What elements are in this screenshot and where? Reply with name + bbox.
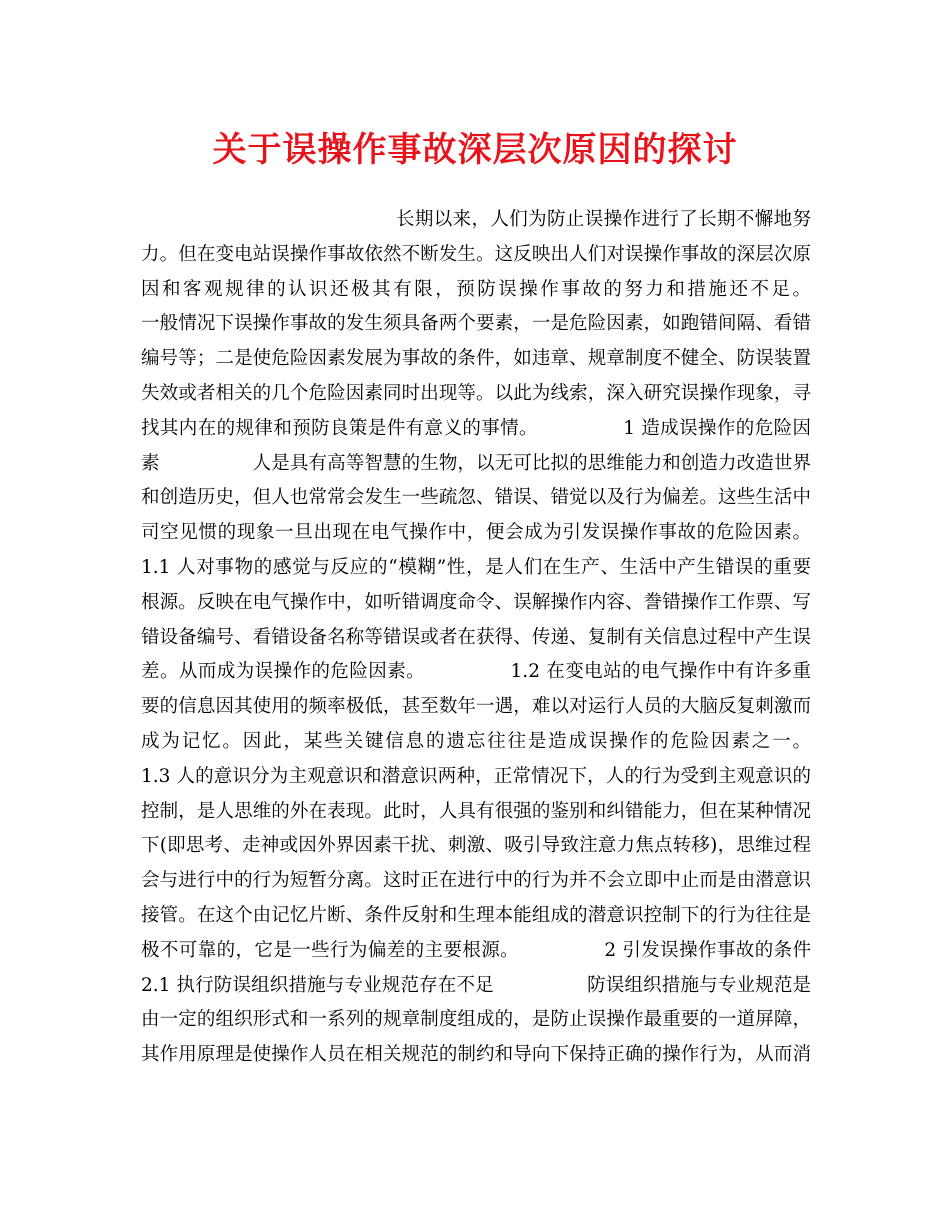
body-line: 长期以来，人们为防止误操作进行了长期不懈地努: [396, 209, 811, 230]
document-title: 关于误操作事故深层次原因的探讨: [212, 130, 738, 170]
body-line: 差。从而成为误操作的危险因素。 1.2 在变电站的电气操作中有许多重: [141, 661, 811, 683]
body-line: 素 人是具有高等智慧的生物，以无可比拟的思维能力和创造力改造世界: [141, 452, 811, 474]
body-line: 下(即思考、走神或因外界因素干扰、刺激、吸引导致注意力焦点转移)，思维过程: [141, 835, 811, 857]
body-line: 由一定的组织形式和一系列的规章制度组成的，是防止误操作最重要的一道屏障，: [141, 1009, 811, 1031]
body-line: 要的信息因其使用的频率极低，甚至数年一遇，难以对运行人员的大脑反复刺激而: [141, 696, 811, 718]
body-line: 一般情况下误操作事故的发生须具备两个要素，一是危险因素，如跑错间隔、看错: [141, 313, 811, 335]
body-line: 错设备编号、看错设备名称等错误或者在获得、传递、复制有关信息过程中产生误: [141, 626, 811, 648]
body-line: 因和客观规律的认识还极其有限，预防误操作事故的努力和措施还不足。: [141, 278, 811, 300]
body-line: 失效或者相关的几个危险因素同时出现等。以此为线索，深入研究误操作现象，寻: [141, 382, 811, 404]
body-line: 根源。反映在电气操作中，如听错调度命令、误解操作内容、誊错操作工作票、写: [141, 591, 811, 613]
body-line: 会与进行中的行为短暂分离。这时正在进行中的行为并不会立即中止而是由潜意识: [141, 870, 811, 892]
body-line: 成为记忆。因此，某些关键信息的遗忘往往是造成误操作的危险因素之一。: [141, 730, 811, 752]
body-line: 1.3 人的意识分为主观意识和潜意识两种，正常情况下，人的行为受到主观意识的: [141, 765, 811, 787]
body-line: 1.1 人对事物的感觉与反应的“模糊”性，是人们在生产、生活中产生错误的重要: [141, 556, 811, 578]
body-line: 司空见惯的现象一旦出现在电气操作中，便会成为引发误操作事故的危险因素。: [141, 522, 811, 544]
body-line: 和创造历史，但人也常常会发生一些疏忽、错误、错觉以及行为偏差。这些生活中: [141, 487, 811, 509]
body-line: 找其内在的规律和预防良策是件有意义的事情。 1 造成误操作的危险因: [141, 417, 811, 439]
body-line: 其作用原理是使操作人员在相关规范的制约和导向下保持正确的操作行为，从而消: [141, 1044, 811, 1066]
body-line: 控制，是人思维的外在表现。此时，人具有很强的鉴别和纠错能力，但在某种情况: [141, 800, 811, 822]
body-line: 力。但在变电站误操作事故依然不断发生。这反映出人们对误操作事故的深层次原: [141, 243, 811, 265]
body-line: 极不可靠的，它是一些行为偏差的主要根源。 2 引发误操作事故的条件: [141, 939, 811, 961]
body-line: 接管。在这个由记忆片断、条件反射和生理本能组成的潜意识控制下的行为往往是: [141, 904, 811, 926]
body-line: 编号等；二是使危险因素发展为事故的条件，如违章、规章制度不健全、防误装置: [141, 348, 811, 370]
document-body: [141, 203, 811, 1073]
body-line: 2.1 执行防误组织措施与专业规范存在不足 防误组织措施与专业规范是: [141, 974, 811, 996]
